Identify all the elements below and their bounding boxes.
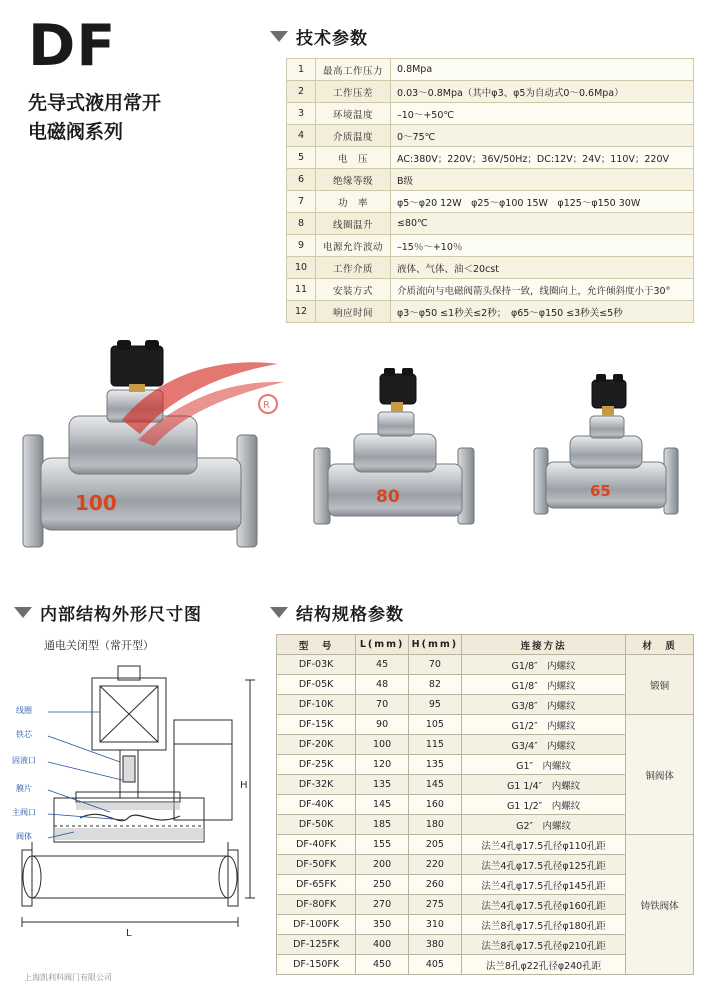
cell-height: 135: [408, 755, 461, 775]
cell-length: 400: [356, 935, 409, 955]
cell-connection: G1 1/4″ 内螺纹: [461, 775, 626, 795]
table-row: [287, 147, 694, 169]
section-title-spec: [270, 600, 404, 625]
row-label: 绝缘等级: [316, 169, 391, 191]
cell-height: 405: [408, 955, 461, 975]
row-label: 电源允许波动: [316, 235, 391, 257]
cell-model: DF-15K: [277, 715, 356, 735]
svg-text:R: R: [263, 400, 270, 411]
row-value: φ5～φ20 12W φ25～φ100 15W φ125～φ150 30W: [391, 191, 694, 213]
triangle-bullet-icon: [270, 31, 288, 42]
table-row: [277, 655, 694, 675]
cell-length: 135: [356, 775, 409, 795]
cell-model: DF-10K: [277, 695, 356, 715]
cell-length: 155: [356, 835, 409, 855]
cell-connection: G3/4″ 内螺纹: [461, 735, 626, 755]
cell-connection: 法兰4孔φ17.5孔径φ125孔距: [461, 855, 626, 875]
cell-height: 82: [408, 675, 461, 695]
table-row: [277, 715, 694, 735]
cell-model: DF-40FK: [277, 835, 356, 855]
cell-model: DF-25K: [277, 755, 356, 775]
diagram-label-coil: 线圈: [16, 706, 32, 715]
svg-text:100: 100: [75, 491, 117, 515]
row-value: –10～+50℃: [391, 103, 694, 125]
table-row: [287, 235, 694, 257]
row-label: 工作压差: [316, 81, 391, 103]
row-label: 介质温度: [316, 125, 391, 147]
cell-material: 铸铁阀体: [626, 835, 694, 975]
valve-photo-medium: [308, 360, 498, 550]
cell-height: 310: [408, 915, 461, 935]
product-code: DF: [28, 13, 117, 79]
section-title-structure-label: 内部结构外形尺寸图: [40, 605, 202, 625]
table-row: [287, 257, 694, 279]
row-value: φ3～φ50 ≤1秒关≤2秒； φ65～φ150 ≤3秒关≤5秒: [391, 301, 694, 323]
row-index: 7: [287, 191, 316, 213]
cell-length: 450: [356, 955, 409, 975]
row-value: 介质流向与电磁阀箭头保持一致，线圈向上，允许倾斜度小于30°: [391, 279, 694, 301]
row-index: 2: [287, 81, 316, 103]
row-index: 9: [287, 235, 316, 257]
cell-length: 185: [356, 815, 409, 835]
table-row: [287, 169, 694, 191]
table-row: [277, 835, 694, 855]
row-index: 11: [287, 279, 316, 301]
cell-length: 350: [356, 915, 409, 935]
cell-connection: 法兰8孔φ17.5孔径φ180孔距: [461, 915, 626, 935]
cell-connection: 法兰4孔φ17.5孔径φ160孔距: [461, 895, 626, 915]
cell-model: DF-50K: [277, 815, 356, 835]
row-value: B级: [391, 169, 694, 191]
cell-height: 220: [408, 855, 461, 875]
table-row: [287, 301, 694, 323]
table-row: [287, 213, 694, 235]
row-value: 0.03～0.8Mpa（其中φ3、φ5为自动式0～0.6Mpa）: [391, 81, 694, 103]
diagram-label-core: 铁芯: [16, 730, 32, 739]
cell-connection: G1/8″ 内螺纹: [461, 655, 626, 675]
row-value: AC:380V；220V；36V/50Hz；DC:12V；24V；110V；220V: [391, 147, 694, 169]
cell-length: 120: [356, 755, 409, 775]
cell-height: 115: [408, 735, 461, 755]
table-header-row: [277, 635, 694, 655]
table-row: [287, 59, 694, 81]
col-height: H(mm): [408, 635, 461, 655]
col-model: 型 号: [277, 635, 356, 655]
cell-model: DF-50FK: [277, 855, 356, 875]
diagram-label-port: 固液口: [12, 756, 36, 765]
table-row: [287, 191, 694, 213]
cell-height: 380: [408, 935, 461, 955]
row-label: 工作介质: [316, 257, 391, 279]
triangle-bullet-icon: [14, 607, 32, 618]
row-value: 液体、气体、油＜20cst: [391, 257, 694, 279]
cell-height: 260: [408, 875, 461, 895]
row-value: 0.8Mpa: [391, 59, 694, 81]
triangle-bullet-icon: [270, 607, 288, 618]
cell-material: 锻铜: [626, 655, 694, 715]
row-index: 12: [287, 301, 316, 323]
cell-height: 160: [408, 795, 461, 815]
product-name-line2: 电磁阀系列: [28, 120, 124, 143]
row-index: 3: [287, 103, 316, 125]
cell-height: 70: [408, 655, 461, 675]
section-title-tech: [270, 24, 368, 49]
col-length: L(mm): [356, 635, 409, 655]
row-label: 功 率: [316, 191, 391, 213]
row-label: 电 压: [316, 147, 391, 169]
diagram-caption: 通电关闭型（常开型）: [44, 639, 154, 652]
col-connection: 连接方法: [461, 635, 626, 655]
cell-connection: 法兰8孔φ22孔径φ240孔距: [461, 955, 626, 975]
cell-connection: G1/8″ 内螺纹: [461, 675, 626, 695]
cell-model: DF-05K: [277, 675, 356, 695]
cell-model: DF-125FK: [277, 935, 356, 955]
brand-block: [28, 13, 258, 146]
row-value: 0～75℃: [391, 125, 694, 147]
row-label: 响应时间: [316, 301, 391, 323]
svg-text:L: L: [126, 928, 132, 939]
section-title-structure: [14, 600, 202, 625]
cell-height: 145: [408, 775, 461, 795]
cell-model: DF-65FK: [277, 875, 356, 895]
svg-text:H: H: [240, 780, 248, 791]
cell-connection: 法兰8孔φ17.5孔径φ210孔距: [461, 935, 626, 955]
cell-model: DF-80FK: [277, 895, 356, 915]
row-value: –15％～+10％: [391, 235, 694, 257]
row-label: 线圈温升: [316, 213, 391, 235]
cell-length: 48: [356, 675, 409, 695]
diagram-label-body: 阀体: [16, 832, 32, 841]
row-index: 8: [287, 213, 316, 235]
table-row: [287, 81, 694, 103]
cell-length: 100: [356, 735, 409, 755]
cell-height: 95: [408, 695, 461, 715]
row-index: 4: [287, 125, 316, 147]
svg-text:80: 80: [376, 487, 400, 507]
valve-photo-small: [528, 368, 698, 538]
page-footer: 上海凯利科阀门有限公司: [24, 973, 112, 982]
col-material: 材 质: [626, 635, 694, 655]
company-logo-icon: [118, 348, 288, 458]
row-index: 6: [287, 169, 316, 191]
cell-height: 105: [408, 715, 461, 735]
cell-connection: G3/8″ 内螺纹: [461, 695, 626, 715]
section-title-tech-label: 技术参数: [296, 29, 368, 49]
table-row: [287, 103, 694, 125]
cell-model: DF-03K: [277, 655, 356, 675]
diagram-label-main-port: 主阀口: [12, 808, 36, 817]
cell-model: DF-150FK: [277, 955, 356, 975]
cell-length: 90: [356, 715, 409, 735]
row-index: 1: [287, 59, 316, 81]
cell-length: 145: [356, 795, 409, 815]
cell-model: DF-32K: [277, 775, 356, 795]
cell-model: DF-40K: [277, 795, 356, 815]
cell-connection: G1″ 内螺纹: [461, 755, 626, 775]
spec-table: [276, 634, 694, 975]
cell-length: 250: [356, 875, 409, 895]
row-value: ≤80℃: [391, 213, 694, 235]
table-row: [287, 125, 694, 147]
cell-height: 205: [408, 835, 461, 855]
cell-length: 45: [356, 655, 409, 675]
cell-model: DF-20K: [277, 735, 356, 755]
row-index: 10: [287, 257, 316, 279]
diagram-label-diaphragm: 膜片: [16, 784, 32, 793]
row-label: 环境温度: [316, 103, 391, 125]
cell-model: DF-100FK: [277, 915, 356, 935]
svg-text:65: 65: [590, 482, 611, 500]
cell-connection: G1 1/2″ 内螺纹: [461, 795, 626, 815]
cell-connection: 法兰4孔φ17.5孔径φ145孔距: [461, 875, 626, 895]
table-row: [287, 279, 694, 301]
product-name-line1: 先导式液用常开: [28, 92, 162, 114]
section-title-spec-label: 结构规格参数: [296, 605, 404, 625]
cell-connection: 法兰4孔φ17.5孔径φ110孔距: [461, 835, 626, 855]
cell-length: 200: [356, 855, 409, 875]
cell-material: 铜阀体: [626, 715, 694, 835]
product-photo-strip: [0, 330, 712, 580]
cell-length: 270: [356, 895, 409, 915]
cell-length: 70: [356, 695, 409, 715]
row-index: 5: [287, 147, 316, 169]
cell-height: 275: [408, 895, 461, 915]
cell-connection: G1/2″ 内螺纹: [461, 715, 626, 735]
row-label: 安装方式: [316, 279, 391, 301]
cross-section-diagram: [14, 660, 264, 960]
cell-height: 180: [408, 815, 461, 835]
cell-connection: G2″ 内螺纹: [461, 815, 626, 835]
row-label: 最高工作压力: [316, 59, 391, 81]
tech-parameters-table: [286, 58, 694, 323]
